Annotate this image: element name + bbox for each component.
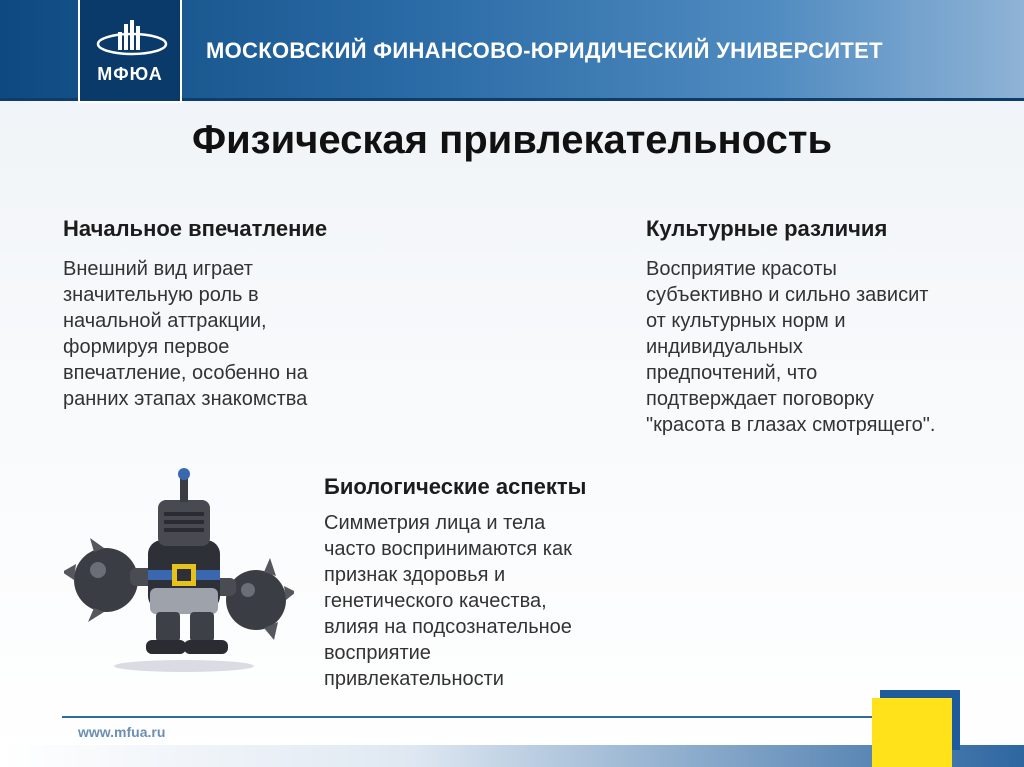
logo-emblem-icon	[94, 18, 170, 62]
section-heading-biological-aspects: Биологические аспекты	[324, 474, 587, 499]
footer-divider	[62, 716, 936, 718]
section-body-biological-aspects: Симметрия лица и тела часто воспринимаются как признак здоровья и генетического качества, влияя на подсознательное восприятие привлекательности	[324, 512, 572, 690]
footer-website-link[interactable]: www.mfua.ru	[78, 724, 166, 740]
header-banner	[0, 0, 1024, 101]
armored-robot-illustration	[64, 460, 294, 685]
slide-title: Физическая привлекательность	[191, 118, 833, 162]
section-body-initial-impression: Внешний вид играет значительную роль в начальной аттракции, формируя первое впечатление, особенно на ранних этапах знакомства	[63, 258, 308, 410]
corner-accent-yellow	[872, 698, 952, 767]
section-body-cultural-differences: Восприятие красоты субъективно и сильно зависит от культурных норм и индивидуальных предпочтений, что подтверждает поговорку "красота в глазах смотрящего".	[646, 258, 936, 436]
university-name: МОСКОВСКИЙ ФИНАНСОВО-ЮРИДИЧЕСКИЙ УНИВЕРСИТЕТ	[206, 38, 883, 63]
footer-gradient-bar	[0, 745, 1024, 767]
logo-text: МФЮА	[97, 64, 163, 84]
university-logo[interactable]	[78, 0, 182, 103]
section-heading-initial-impression: Начальное впечатление	[63, 216, 328, 241]
section-heading-cultural-differences: Культурные различия	[646, 216, 888, 241]
